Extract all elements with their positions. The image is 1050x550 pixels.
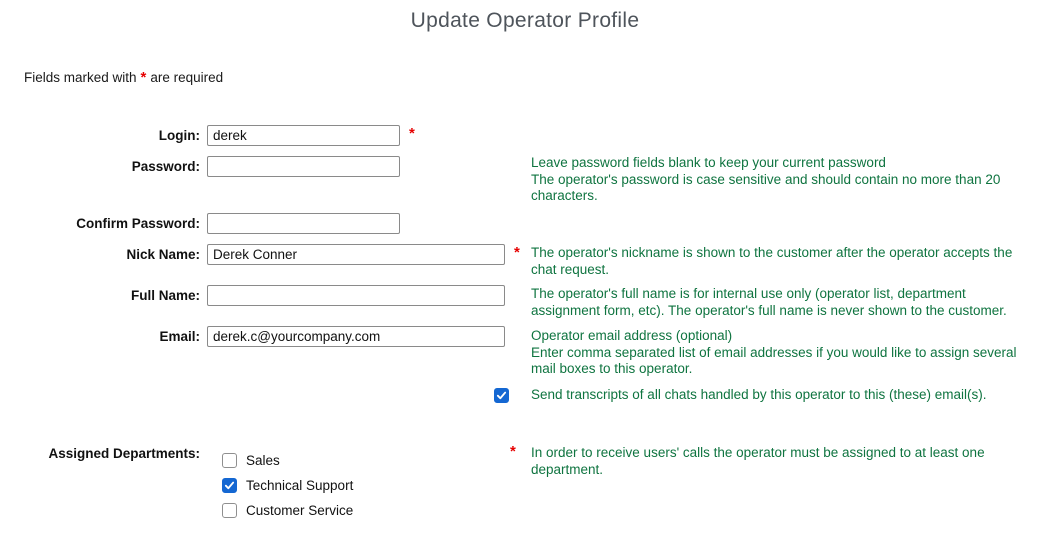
department-option-technical-support xyxy=(222,477,353,493)
departments-hint-text: In order to receive users' calls the operator must be assigned to at least one department. xyxy=(531,445,985,477)
confirm-password-label: Confirm Password: xyxy=(76,216,200,231)
password-hint-line2: The operator's password is case sensitive and should contain no more than 20 characters. xyxy=(531,171,1001,203)
departments-hint xyxy=(531,445,1031,478)
sales-checkbox[interactable] xyxy=(222,453,237,468)
nick-name-required-asterisk: * xyxy=(514,244,520,261)
full-name-label: Full Name: xyxy=(130,288,200,303)
password-hint-line1: Leave password fields blank to keep your current password xyxy=(531,155,886,170)
login-row xyxy=(0,125,419,146)
department-option-customer-service xyxy=(222,502,353,518)
nick-name-row xyxy=(0,244,524,265)
customer-service-checkbox-label: Customer Service xyxy=(246,502,354,518)
sales-checkbox-label: Sales xyxy=(246,452,280,468)
required-note-prefix: Fields marked with xyxy=(24,70,137,85)
checkmark-icon xyxy=(496,390,507,401)
customer-service-checkbox[interactable] xyxy=(222,503,237,518)
nick-name-label: Nick Name: xyxy=(126,247,200,262)
checkmark-icon xyxy=(224,480,235,491)
login-input[interactable] xyxy=(207,125,400,146)
assigned-departments-label: Assigned Departments: xyxy=(48,446,200,461)
full-name-hint-text: The operator's full name is for internal use only (operator list, department assignment form, etc). The operator's full name is never shown to the customer. xyxy=(531,286,1007,318)
technical-support-checkbox[interactable] xyxy=(222,478,237,493)
email-label: Email: xyxy=(159,329,200,344)
confirm-password-input[interactable] xyxy=(207,213,400,234)
technical-support-checkbox-label: Technical Support xyxy=(246,477,354,493)
department-option-sales xyxy=(222,452,280,468)
send-transcripts-label: Send transcripts of all chats handled by this operator to this (these) email(s). xyxy=(531,387,987,402)
email-hint-line2: Enter comma separated list of email addresses if you would like to assign several mail boxes to this operator. xyxy=(531,344,1017,376)
email-hint xyxy=(531,328,1031,378)
email-hint-line1: Operator email address (optional) xyxy=(531,328,733,343)
nick-name-hint-text: The operator's nickname is shown to the customer after the operator accepts the chat request. xyxy=(531,245,1013,277)
email-row xyxy=(0,326,505,347)
email-input[interactable] xyxy=(207,326,505,347)
page-title: Update Operator Profile xyxy=(410,9,640,32)
password-hint xyxy=(531,155,1031,205)
password-row xyxy=(0,156,400,177)
required-fields-note xyxy=(24,70,223,85)
required-note-suffix: are required xyxy=(150,70,224,85)
nick-name-hint xyxy=(531,245,1031,278)
nick-name-input[interactable] xyxy=(207,244,505,265)
send-transcripts-checkbox[interactable] xyxy=(494,388,509,403)
full-name-row xyxy=(0,285,505,306)
login-required-asterisk: * xyxy=(409,125,415,142)
full-name-hint xyxy=(531,286,1031,319)
full-name-input[interactable] xyxy=(207,285,505,306)
confirm-password-row xyxy=(0,213,400,234)
login-label: Login: xyxy=(158,128,200,143)
required-asterisk: * xyxy=(140,69,147,86)
departments-required-asterisk: * xyxy=(510,443,516,460)
password-label: Password: xyxy=(131,159,200,174)
password-input[interactable] xyxy=(207,156,400,177)
